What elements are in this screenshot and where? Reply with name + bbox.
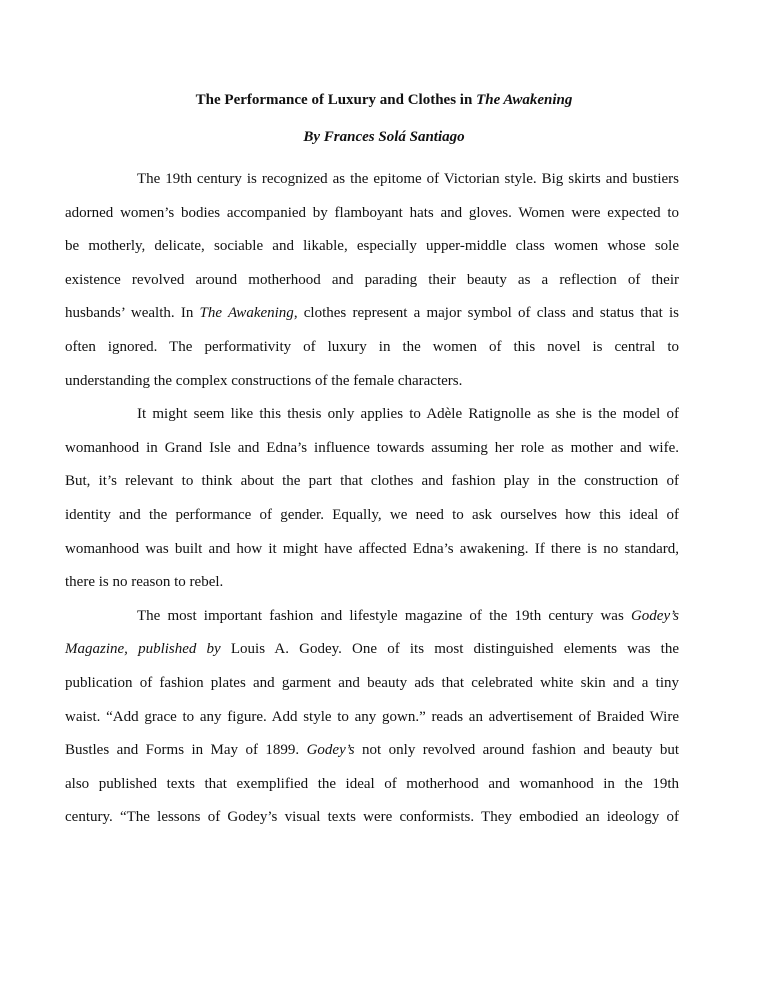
italic-text: Godey’s <box>306 742 355 759</box>
italic-text: The Awakening <box>199 305 294 322</box>
text-line <box>65 468 679 502</box>
text-line <box>65 536 679 570</box>
title-italic: The Awakening <box>476 92 573 108</box>
text-segment: husbands’ wealth. In <box>65 305 200 322</box>
text-segment: century. “The lessons of Godey’s visual texts were conformists. They embodied an ideology of <box>65 809 679 826</box>
text-segment: adorned women’s bodies accompanied by flamboyant hats and gloves. Women were expected to <box>65 204 679 221</box>
italic-text: Magazine, published by <box>65 641 221 658</box>
text-segment: womanhood was built and how it might have affected Edna’s awakening. If there is no standard, <box>65 540 679 557</box>
text-segment: womanhood in Grand Isle and Edna’s influence towards assuming her role as mother and wife. <box>65 439 679 456</box>
text-line <box>65 771 679 805</box>
document-title <box>0 92 768 109</box>
text-segment: existence revolved around motherhood and parading their beauty as a reflection of their <box>65 271 679 288</box>
text-segment: Bustles and Forms in May of 1899. <box>65 742 307 759</box>
text-segment: The most important fashion and lifestyle magazine of the 19th century was <box>137 607 631 624</box>
text-segment: Louis A. Godey. One of its most distinguished elements was the <box>220 641 679 658</box>
text-line <box>65 636 679 670</box>
text-segment: there is no reason to rebel. <box>65 574 224 591</box>
text-line <box>65 233 679 267</box>
title-text: The Performance of Luxury and Clothes in <box>195 92 477 108</box>
text-line <box>65 804 679 838</box>
text-segment: But, it’s relevant to think about the part that clothes and fashion play in the construction of <box>65 473 679 490</box>
text-segment: understanding the complex constructions of the female characters. <box>65 372 463 389</box>
text-segment: , clothes represent a major symbol of class and status that is <box>293 305 680 322</box>
text-line <box>65 670 679 704</box>
text-segment: identity and the performance of gender. Equally, we need to ask ourselves how this ideal of <box>65 506 679 523</box>
text-segment: waist. “Add grace to any figure. Add style to any gown.” reads an advertisement of Braided Wire <box>65 708 679 725</box>
text-segment: not only revolved around fashion and beauty but <box>354 742 679 759</box>
text-line <box>65 200 679 234</box>
text-line <box>65 569 679 603</box>
text-segment: publication of fashion plates and garment and beauty ads that celebrated white skin and a tiny <box>65 674 679 691</box>
text-line <box>65 368 679 402</box>
text-line <box>65 435 679 469</box>
text-line <box>65 401 679 435</box>
text-line <box>65 737 679 771</box>
text-line <box>65 603 679 637</box>
text-segment: It might seem like this thesis only applies to Adèle Ratignolle as she is the model of <box>137 406 679 423</box>
byline: By Frances Solá Santiago <box>303 129 465 145</box>
italic-text: Godey’s <box>630 607 679 624</box>
text-segment: also published texts that exemplified the ideal of motherhood and womanhood in the 19th <box>65 775 679 792</box>
text-segment: often ignored. The performativity of luxury in the women of this novel is central to <box>65 338 679 355</box>
text-segment: be motherly, delicate, sociable and likable, especially upper-middle class women whose sole <box>65 238 679 255</box>
text-line <box>65 267 679 301</box>
text-line <box>65 502 679 536</box>
document-body <box>65 166 679 838</box>
text-line <box>65 300 679 334</box>
text-line <box>65 334 679 368</box>
text-line <box>65 704 679 738</box>
text-segment: The 19th century is recognized as the epitome of Victorian style. Big skirts and bustiers <box>137 171 679 187</box>
text-line <box>65 166 679 200</box>
